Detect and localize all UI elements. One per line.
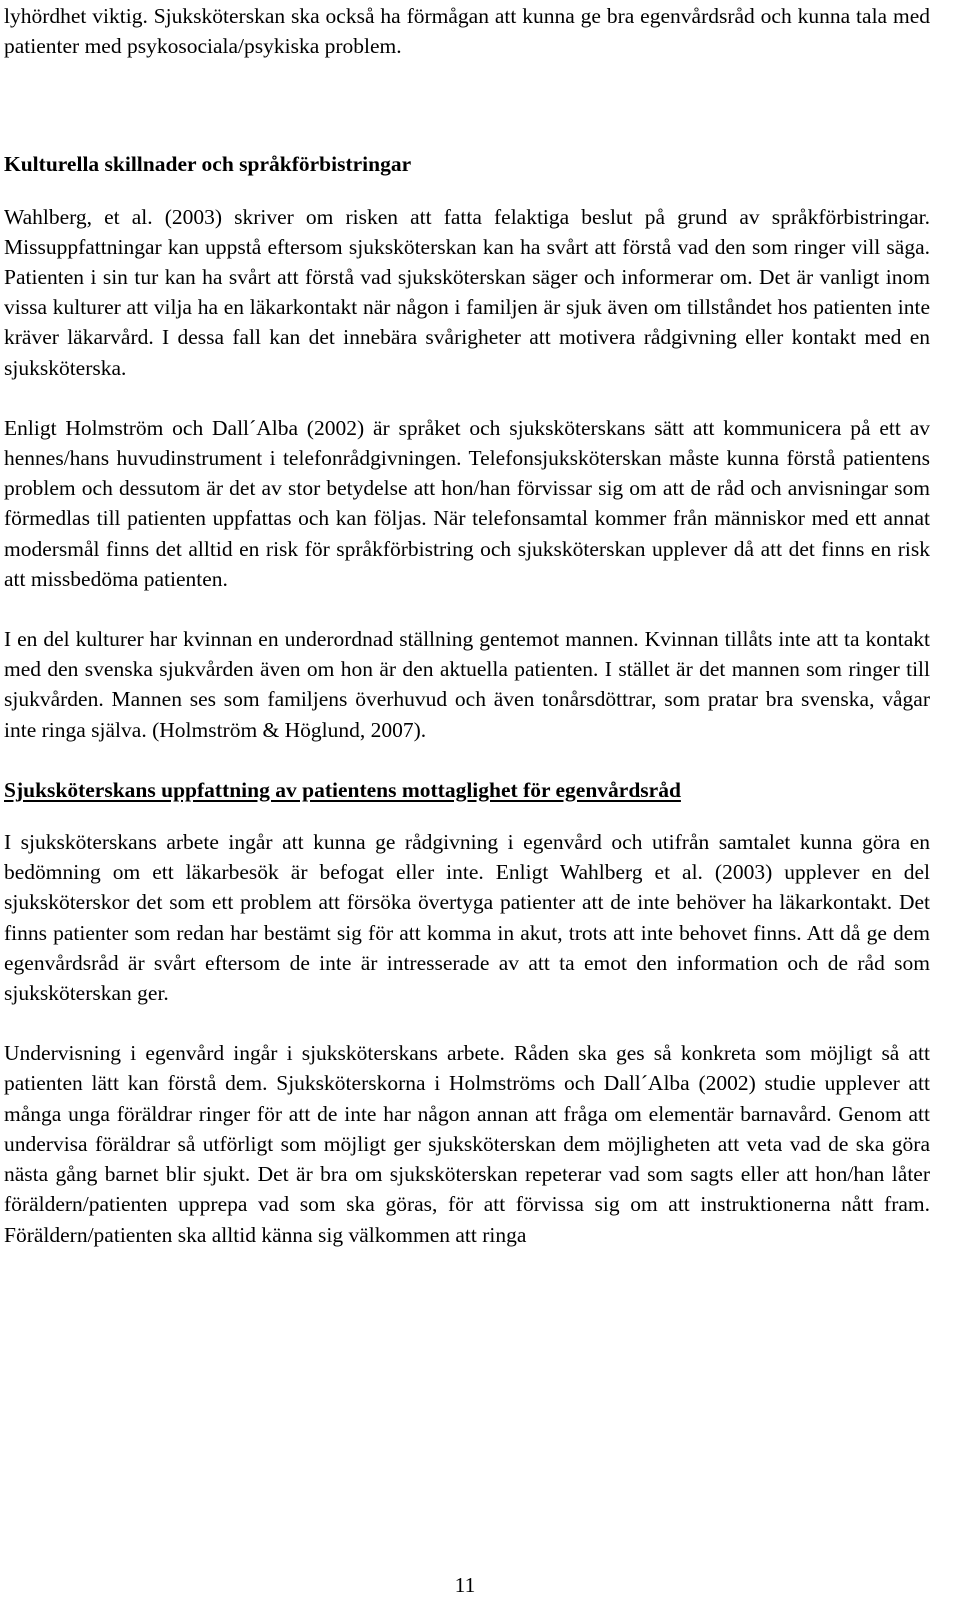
paragraph-continuation: lyhördhet viktig. Sjuksköterskan ska också ha förmågan att kunna ge bra egenvårdsråd och kunna tala med patienter med psykosociala/psykiska problem. bbox=[4, 4, 930, 59]
paragraph-women-in-cultures: I en del kulturer har kvinnan en underordnad ställning gentemot mannen. Kvinnan tillåts inte att ta kontakt med den svenska sjukvården även om hon är den aktuella patienten. I stället är det mannen som ringer till sjukvården. Mannen ses som familjens överhuvud och även tonårsdöttrar, som pratar bra svenska, vågar inte ringa själva. (Holmström & Höglund, 2007). bbox=[4, 627, 930, 742]
section-heading-self-care-receptiveness: Sjuksköterskans uppfattning av patientens mottaglighet för egenvårdsråd bbox=[4, 777, 681, 802]
section-heading-cultural-differences: Kulturella skillnader och språkförbistringar bbox=[4, 152, 412, 177]
page-number: 11 bbox=[454, 1573, 476, 1597]
paragraph-language-barriers: Wahlberg, et al. (2003) skriver om risken att fatta felaktiga beslut på grund av språkförbistringar. Missuppfattningar kan uppstå eftersom sjuksköterskan kan ha svårt att förstå vad den som ringer vill säga. Patienten i sin tur kan ha svårt att förstå vad sjuksköterskan säger och informerar om. Det är vanligt inom vissa kulturer att vilja ha en läkarkontakt när någon i familjen är sjuk även om tillståndet hos patienten inte kräver läkarvård. I dessa fall kan det innebära svårigheter att motivera rådgivning eller kontakt med en sjuksköterska. bbox=[4, 204, 930, 380]
paragraph-holmstrom-dall-alba: Enligt Holmström och Dall´Alba (2002) är språket och sjuksköterskans sätt att kommunicera på ett av hennes/hans huvudinstrument i telefonrådgivningen. Telefonsjuksköterskan måste kunna förstå patientens problem och dessutom är det av stor betydelse att hon/han förvissar sig om att de råd och anvisningar som förmedlas till patienten uppfattas och kan följas. När telefonsamtal kommer från människor med ett annat modersmål finns det alltid en risk för språkförbistring och sjuksköterskan upplever då att det finns en risk att missbedöma patienten. bbox=[4, 415, 930, 591]
paragraph-nurse-advice: I sjuksköterskans arbete ingår att kunna ge rådgivning i egenvård och utifrån samtalet kunna göra en bedömning om ett läkarbesök är befogat eller inte. Enligt Wahlberg et al. (2003) upplever en del sjuksköterskor det som ett problem att försöka övertyga patienter att de inte behöver ha läkarkontakt. Det finns patienter som redan har bestämt sig för att komma in akut, trots att inte behovet finns. Att då ge dem egenvårdsråd är svårt eftersom de inte är intresserade av att ta emot den information och de råd som sjuksköterskan ger. bbox=[4, 830, 930, 1006]
document-page bbox=[4, 0, 930, 1250]
paragraph-self-care-education: Undervisning i egenvård ingår i sjuksköterskans arbete. Råden ska ges så konkreta som möjligt så att patienten lätt kan förstå dem. Sjuksköterskorna i Holmströms och Dall´Alba (2002) studie upplever att många unga föräldrar ringer för att de inte har någon annan att fråga om elementär barnavård. Genom att undervisa föräldrar så utförligt som möjligt ger sjuksköterskan dem möjligheten att veta vad de ska göra nästa gång barnet blir sjukt. Det är bra om sjuksköterskan repeterar vad som sagts eller att hon/han låter föräldern/patienten upprepa vad som ska göras, för att förvissa sig om att instruktionerna nått fram. Föräldern/patienten ska alltid känna sig välkommen att ringa bbox=[4, 1041, 930, 1247]
